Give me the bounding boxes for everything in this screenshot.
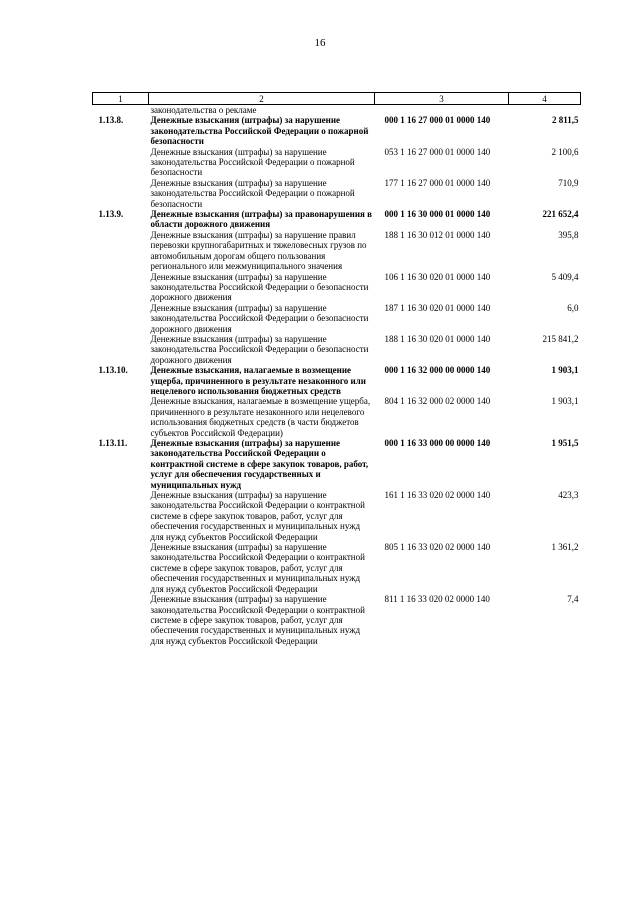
row-code: 804 1 16 32 000 02 0000 140	[384, 396, 491, 407]
row-code: 053 1 16 27 000 01 0000 140	[384, 146, 491, 157]
table-row	[93, 272, 581, 303]
row-number	[93, 334, 149, 365]
row-code: 000 1 16 32 000 00 0000 140	[384, 365, 491, 376]
table-body	[93, 105, 581, 647]
row-amount: 2 100,6	[551, 146, 579, 157]
row-name: Денежные взыскания (штрафы) за нарушение законодательства Российской Федерации о безопасности дорожного движения	[150, 271, 369, 303]
row-code	[375, 105, 509, 116]
row-number	[93, 147, 149, 178]
row-number	[93, 230, 149, 272]
row-code: 805 1 16 33 020 02 0000 140	[384, 542, 491, 553]
row-code: 187 1 16 30 020 01 0000 140	[384, 302, 491, 313]
table-row	[93, 365, 581, 396]
row-number	[93, 396, 149, 438]
row-name: Денежные взыскания, налагаемые в возмещение ущерба, причиненного в результате незаконного или нецелевого использования бюджетных средств (в части бюджетов субъектов Российской Федерации)	[150, 396, 371, 438]
table-row	[93, 334, 581, 365]
row-amount: 221 652,4	[542, 209, 579, 220]
row-amount: 7,4	[567, 594, 579, 605]
row-name: Денежные взыскания (штрафы) за нарушение законодательства Российской Федерации о безопасности дорожного движения	[150, 333, 369, 365]
row-code: 811 1 16 33 020 02 0000 140	[384, 594, 490, 605]
row-number	[93, 594, 149, 646]
page-number: 16	[314, 37, 326, 49]
row-name: Денежные взыскания (штрафы) за нарушение законодательства Российской Федерации о пожарной безопасности	[150, 146, 355, 178]
row-number	[93, 105, 149, 116]
row-amount: 395,8	[558, 229, 579, 240]
row-number: 1.13.9.	[98, 209, 124, 220]
row-number	[93, 178, 149, 209]
table-row	[93, 230, 581, 272]
row-amount: 1 903,1	[551, 365, 579, 376]
column-header-3: 3	[375, 93, 509, 105]
row-name: Денежные взыскания (штрафы) за нарушение правил перевозки крупногабаритных и тяжеловесных грузов по автомобильным дорогам общего пользования регионального или межмуниципального значения	[150, 229, 367, 272]
row-number: 1.13.11.	[98, 438, 128, 448]
row-code: 177 1 16 27 000 01 0000 140	[384, 177, 491, 188]
table-row	[93, 209, 581, 230]
table-row	[93, 178, 581, 209]
row-code: 000 1 16 33 000 00 0000 140	[384, 438, 491, 448]
row-name: Денежные взыскания (штрафы) за нарушение законодательства Российской Федерации о контрактной системе в сфере закупок товаров, работ, услуг для обеспечения государственных и муниципальных нужд	[150, 438, 369, 490]
table-row	[93, 105, 581, 116]
row-number	[93, 272, 149, 303]
row-code: 188 1 16 30 020 01 0000 140	[384, 333, 491, 344]
row-code: 000 1 16 30 000 01 0000 140	[384, 209, 491, 220]
row-amount: 215 841,2	[542, 333, 579, 344]
row-amount: 710,9	[558, 177, 579, 188]
row-number: 1.13.10.	[98, 365, 128, 376]
row-amount: 2 811,5	[551, 115, 579, 126]
table-row	[93, 438, 581, 490]
row-name: Денежные взыскания (штрафы) за нарушение законодательства Российской Федерации о пожарной безопасности	[150, 177, 355, 209]
row-name: Денежные взыскания (штрафы) за нарушение законодательства Российской Федерации о контрактной системе в сфере закупок товаров, работ, услуг для обеспечения государственных и муниципальных нужд для нужд субъектов Российской Федерации	[150, 594, 365, 646]
column-header-4: 4	[509, 93, 581, 105]
row-name: Денежные взыскания (штрафы) за нарушение законодательства Российской Федерации о пожарной безопасности	[150, 115, 369, 147]
row-code: 106 1 16 30 020 01 0000 140	[384, 271, 491, 282]
row-name: Денежные взыскания (штрафы) за нарушение законодательства Российской Федерации о контрактной системе в сфере закупок товаров, работ, услуг для обеспечения государственных и муниципальных нужд для нужд субъектов Российской Федерации	[150, 490, 365, 542]
row-amount: 423,3	[558, 490, 579, 501]
row-amount: 5 409,4	[551, 271, 579, 282]
table-row	[93, 396, 581, 438]
row-name: Денежные взыскания (штрафы) за нарушение законодательства Российской Федерации о контрактной системе в сфере закупок товаров, работ, услуг для обеспечения государственных и муниципальных нужд для нужд субъектов Российской Федерации	[150, 542, 365, 594]
row-amount: 1 361,2	[551, 542, 579, 553]
table-row	[93, 542, 581, 594]
row-number	[93, 542, 149, 594]
row-number	[93, 303, 149, 334]
row-name: законодательства о рекламе	[150, 105, 257, 115]
table-row	[93, 594, 581, 646]
column-header-1: 1	[93, 93, 149, 105]
table-row	[93, 115, 581, 146]
row-amount: 1 951,5	[551, 438, 579, 448]
table-header-row	[93, 93, 581, 105]
row-name: Денежные взыскания (штрафы) за правонарушения в области дорожного движения	[150, 209, 373, 230]
column-header-2: 2	[149, 93, 375, 105]
table-row	[93, 303, 581, 334]
table-row	[93, 490, 581, 542]
row-amount: 1 903,1	[551, 396, 579, 407]
budget-revenue-table	[92, 92, 581, 646]
row-code: 000 1 16 27 000 01 0000 140	[384, 115, 491, 126]
row-name: Денежные взыскания, налагаемые в возмещение ущерба, причиненного в результате незаконного или нецелевого использования бюджетных средств	[150, 365, 366, 396]
row-code: 161 1 16 33 020 02 0000 140	[384, 490, 491, 501]
row-amount: 6,0	[567, 302, 579, 313]
row-code: 188 1 16 30 012 01 0000 140	[384, 229, 491, 240]
row-name: Денежные взыскания (штрафы) за нарушение законодательства Российской Федерации о безопасности дорожного движения	[150, 302, 369, 334]
table-row	[93, 147, 581, 178]
row-number	[93, 490, 149, 542]
row-number: 1.13.8.	[98, 115, 124, 126]
row-amount	[509, 105, 581, 116]
